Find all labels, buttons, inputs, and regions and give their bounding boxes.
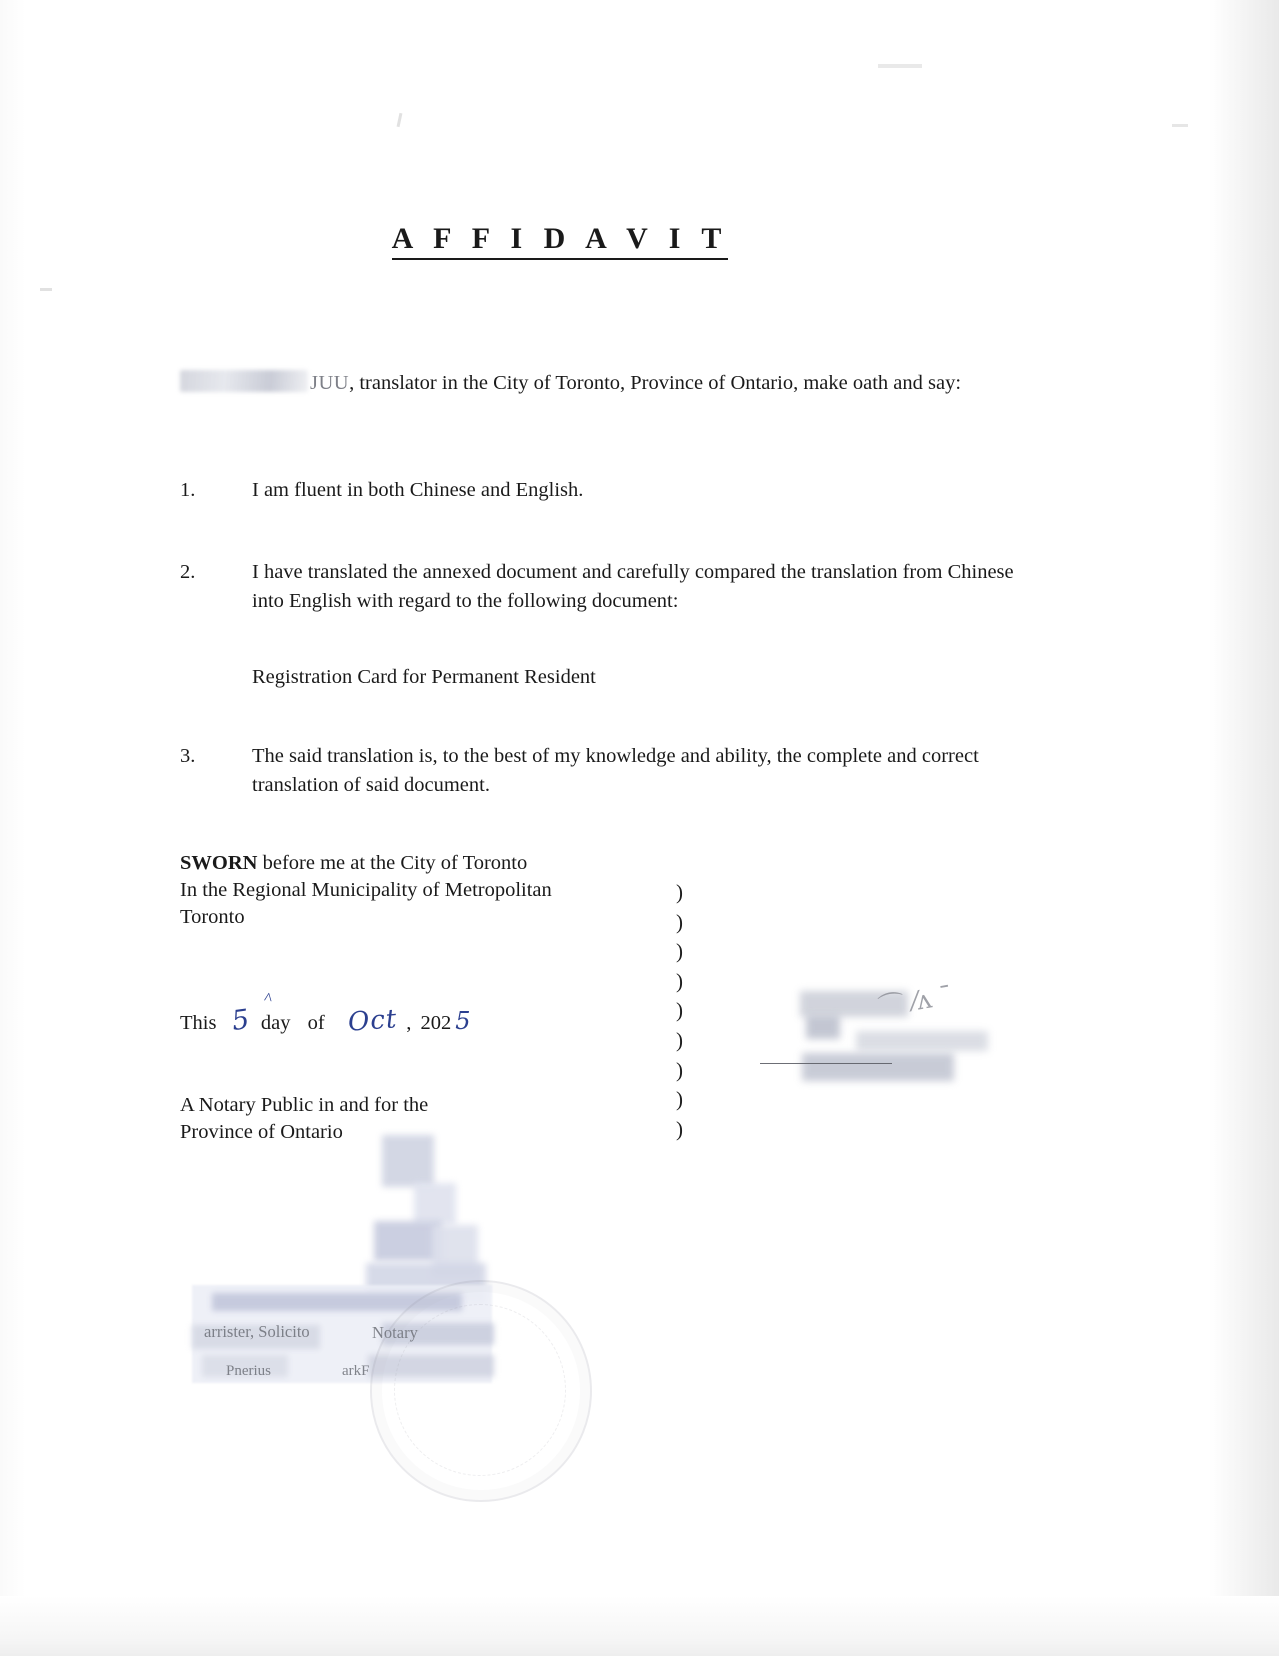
redaction-block [806, 1015, 840, 1039]
clause-3-number: 3. [180, 745, 196, 767]
intro-text: , translator in the City of Toronto, Province of Ontario, make oath and say: [349, 372, 962, 394]
subject-document: Registration Card for Permanent Resident [252, 666, 596, 688]
clause-3-text: The said translation is, to the best of my knowledge and ability, the complete and correct translation of said document. [252, 745, 979, 796]
sworn-keyword: SWORN [180, 852, 258, 874]
stamp-text-line1-right: Notary [372, 1323, 418, 1342]
page-title [0, 222, 1120, 256]
redacted-name-block [180, 370, 308, 392]
signature-rule [760, 1063, 892, 1064]
sworn-line1-rest: before me at the City of Toronto [257, 852, 528, 874]
clause-3 [180, 742, 1050, 800]
date-comma: , [406, 1012, 412, 1034]
date-prefix: This [180, 1012, 217, 1034]
page-title-text: A F F I D A V I T [392, 222, 729, 260]
handwritten-caret: ^ [262, 988, 274, 1009]
sworn-line2: In the Regional Municipality of Metropolitan [180, 879, 552, 901]
seal-text [372, 1282, 590, 1500]
bracket-column [676, 878, 683, 1144]
handwritten-day: 5 [229, 1003, 252, 1038]
bracket: ) [676, 998, 683, 1023]
scan-artifact [40, 288, 52, 291]
bracket: ) [676, 880, 683, 904]
sworn-block [180, 850, 700, 931]
date-line [180, 988, 472, 1038]
bracket: ) [676, 909, 683, 934]
clause-1-text: I am fluent in both Chinese and English. [252, 479, 584, 501]
scan-artifact [878, 64, 922, 68]
stamp-text-line1-left: arrister, Solicito [204, 1322, 310, 1341]
clause-1 [180, 476, 1030, 505]
intro-paragraph [180, 368, 1025, 399]
stamp-text-line2-left: Pnerius [226, 1363, 271, 1379]
redaction-block [856, 1031, 988, 1051]
clause-2-text: I have translated the annexed document and carefully compared the translation from Chinese into English with regard to the following document: [252, 561, 1014, 612]
bracket: ) [676, 1116, 683, 1141]
page-edge-bottom [0, 1596, 1279, 1656]
sworn-line3: Toronto [180, 906, 245, 928]
date-day-word: day [260, 1012, 291, 1034]
clause-2 [180, 558, 1035, 616]
scan-artifact [1172, 124, 1188, 127]
redaction-block [382, 1135, 434, 1187]
handwritten-year-suffix: 5 [455, 1007, 472, 1035]
signature-mark: ⌒ ⁄ᴧ ˉ [876, 980, 956, 1024]
date-year-prefix: 202 [420, 1012, 452, 1034]
handwritten-month: Oct [346, 1004, 399, 1038]
redacted-signature-block [760, 980, 1000, 1095]
bracket: ) [676, 968, 683, 993]
bracket: ) [676, 1027, 683, 1052]
date-of-word: of [307, 1012, 325, 1034]
clause-1-number: 1. [180, 479, 196, 501]
intro-faded-fragment: JUU [310, 372, 350, 394]
redaction-block [414, 1183, 456, 1225]
clause-2-number: 2. [180, 561, 196, 583]
notary-title-line2: Province of Ontario [180, 1121, 343, 1143]
scan-artifact [397, 113, 403, 127]
bracket: ) [676, 1057, 683, 1082]
embossed-seal [370, 1280, 592, 1502]
page-edge-right [1209, 0, 1279, 1656]
bracket: ) [676, 1087, 683, 1112]
stamp-text-line2-right: arkF [342, 1363, 370, 1379]
bracket: ) [676, 939, 683, 964]
notary-title-line1: A Notary Public in and for the [180, 1094, 429, 1116]
redaction-block [802, 1053, 954, 1081]
